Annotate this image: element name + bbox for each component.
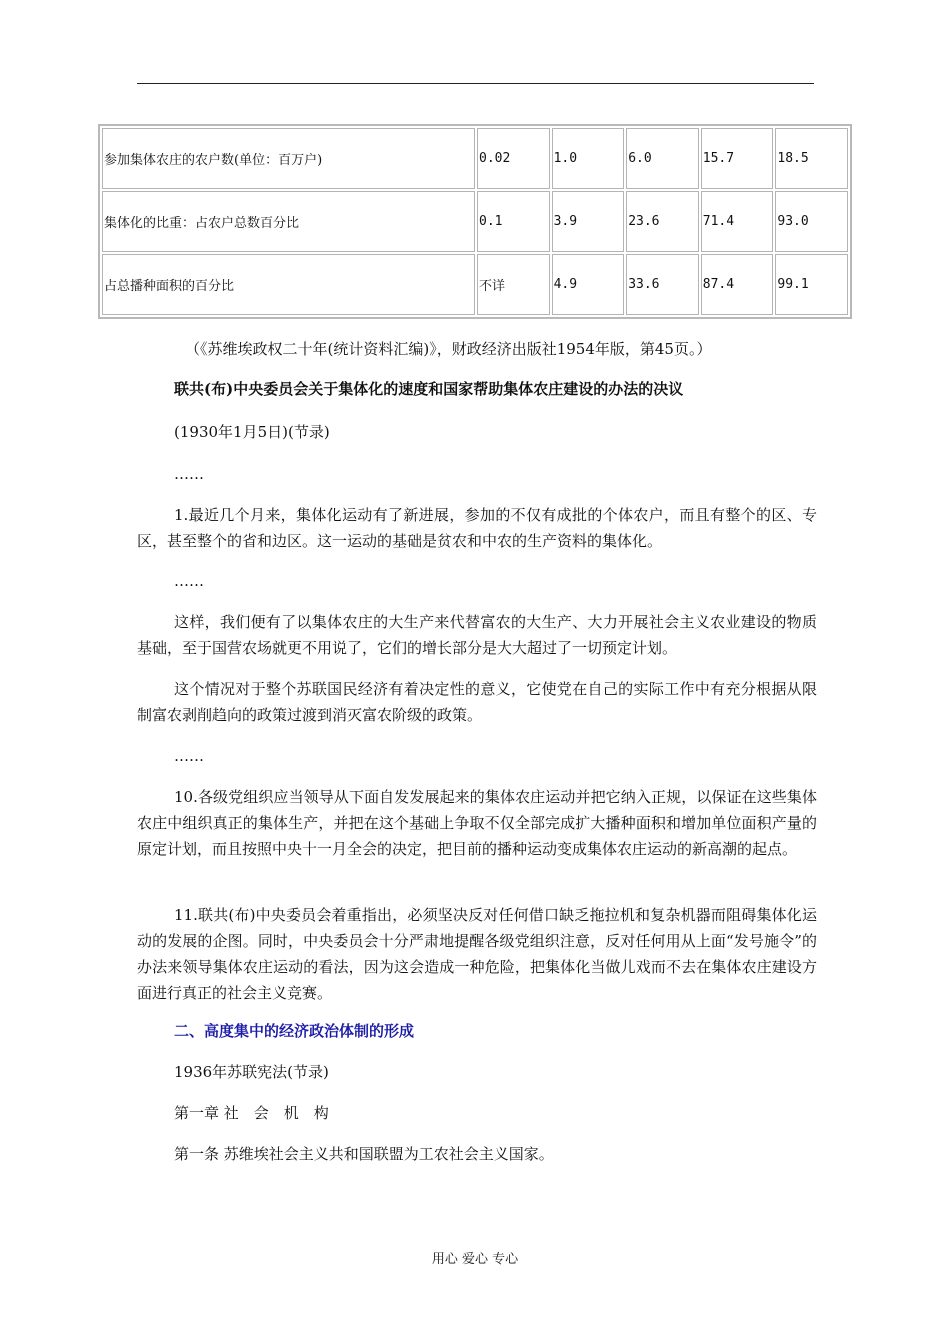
resolution-title: 联共(布)中央委员会关于集体化的速度和国家帮助集体农庄建设的办法的决议: [174, 380, 684, 398]
paragraph-2: 这样，我们便有了以集体农庄的大生产来代替富农的大生产、大力开展社会主义农业建设的物质基础，至于国营农场就更不用说了，它们的增长部分是大大超过了一切预定计划。: [137, 613, 817, 657]
section-heading: 二、高度集中的经济政治体制的形成: [174, 1022, 415, 1040]
table-cell: 23.6: [626, 191, 699, 252]
article-1: 第一条 苏维埃社会主义共和国联盟为工农社会主义国家。: [174, 1145, 554, 1163]
page-footer: 用心 爱心 专心: [431, 1252, 519, 1267]
table-cell: 6.0: [626, 128, 699, 189]
row-label: 集体化的比重：占农户总数百分比: [102, 191, 475, 252]
table-cell: 33.6: [626, 254, 699, 315]
ellipsis: ……: [174, 572, 204, 590]
header-rule: [137, 83, 814, 84]
table-cell: 4.9: [552, 254, 625, 315]
ellipsis: ……: [174, 747, 204, 765]
table-cell: 87.4: [701, 254, 774, 315]
table-cell: 71.4: [701, 191, 774, 252]
table-row: [102, 254, 848, 315]
row-label: 参加集体农庄的农户数(单位：百万户): [102, 128, 475, 189]
table-cell: 0.1: [477, 191, 550, 252]
table-row: [102, 191, 848, 252]
table-cell: 18.5: [775, 128, 848, 189]
statistics-table: [98, 124, 852, 319]
paragraph-3: 这个情况对于整个苏联国民经济有着决定性的意义，它使党在自己的实际工作中有充分根据从限制富农剥削趋向的政策过渡到消灭富农阶级的政策。: [137, 680, 817, 724]
table-cell: 0.02: [477, 128, 550, 189]
table-cell: 93.0: [775, 191, 848, 252]
ellipsis: ……: [174, 465, 204, 483]
paragraph-4: 10.各级党组织应当领导从下面自发发展起来的集体农庄运动并把它纳入正规，以保证在这些集体农庄中组织真正的集体生产，并把在这个基础上争取不仅全部完成扩大播种面积和增加单位面积产量的原定计划，而且按照中央十一月全会的决定，把目前的播种运动变成集体农庄运动的新高潮的起点。: [137, 788, 817, 858]
table-cell: 3.9: [552, 191, 625, 252]
constitution-title: 1936年苏联宪法(节录): [174, 1063, 329, 1081]
table-cell: 1.0: [552, 128, 625, 189]
table-cell: 15.7: [701, 128, 774, 189]
paragraph-1: 1.最近几个月来，集体化运动有了新进展，参加的不仅有成批的个体农户，而且有整个的区、专区，甚至整个的省和边区。这一运动的基础是贫农和中农的生产资料的集体化。: [137, 506, 817, 550]
row-label: 占总播种面积的百分比: [102, 254, 475, 315]
table-cell: 不详: [477, 254, 550, 315]
resolution-date: (1930年1月5日)(节录): [174, 423, 330, 441]
table-row: [102, 128, 848, 189]
source-note: （《苏维埃政权二十年(统计资料汇编)》，财政经济出版社1954年版，第45页。）: [185, 340, 712, 358]
paragraph-5: 11.联共(布)中央委员会着重指出，必须坚决反对任何借口缺乏拖拉机和复杂机器而阻碍集体化运动的发展的企图。同时，中央委员会十分严肃地提醒各级党组织注意，反对任何用从上面“发号施令”的办法来领导集体农庄运动的看法，因为这会造成一种危险，把集体化当做儿戏而不去在集体农庄建设方面进行真正的社会主义竞赛。: [137, 906, 817, 1002]
chapter-title: 第一章 社 会 机 构: [174, 1104, 329, 1122]
table-cell: 99.1: [775, 254, 848, 315]
